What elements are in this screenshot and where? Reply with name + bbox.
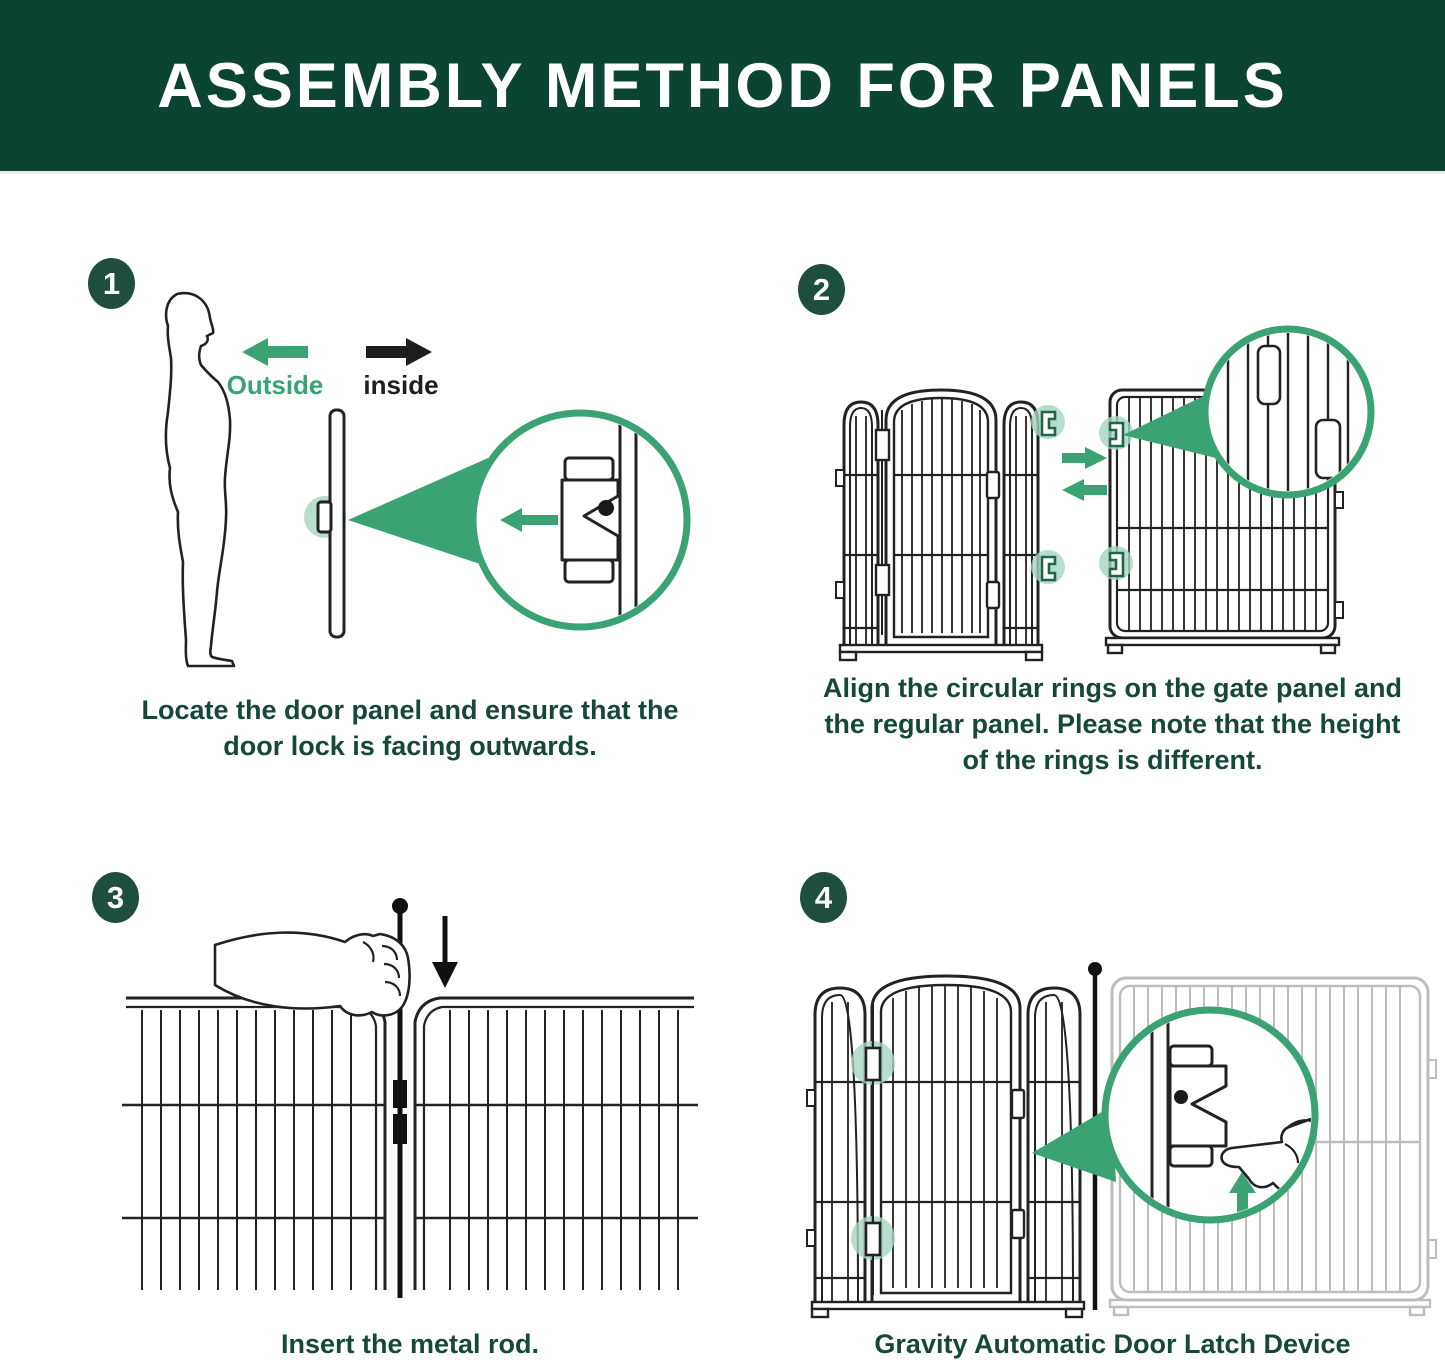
step-3-section <box>60 850 760 1366</box>
person-silhouette <box>166 293 234 666</box>
step-2-number: 2 <box>812 271 831 307</box>
step-4-badge <box>800 872 847 923</box>
join-arrow-left-icon <box>1062 479 1107 501</box>
step-2-caption: Align the circular rings on the gate panel and the regular panel. Please note that the height of the rings is different. <box>822 673 1403 775</box>
page-title: ASSEMBLY METHOD FOR PANELS <box>157 50 1288 121</box>
inside-label: inside <box>363 370 439 400</box>
step-4-illustration <box>780 850 1445 1366</box>
step-1-caption: Locate the door panel and ensure that the door lock is facing outwards. <box>141 695 679 761</box>
inside-arrow-icon <box>366 338 432 366</box>
gate-hinge-top <box>876 430 889 460</box>
ring-detail-high <box>1258 346 1280 404</box>
gate-panel <box>807 976 1084 1317</box>
step-4-caption: Gravity Automatic Door Latch Device <box>874 1329 1351 1359</box>
step-2-badge <box>798 264 845 315</box>
outside-arrow-icon <box>242 338 308 366</box>
join-arrow-right-icon <box>1062 447 1107 469</box>
step-1-section <box>60 230 760 800</box>
gate-hinge-top <box>866 1048 880 1080</box>
fence-panel-right <box>415 998 698 1290</box>
gate-hinge-bottom <box>866 1223 880 1255</box>
step-4-number: 4 <box>814 879 833 915</box>
outside-label: Outside <box>226 370 324 400</box>
step-3-caption: Insert the metal rod. <box>280 1329 540 1359</box>
gate-panel <box>836 390 1065 660</box>
fence-panel-left <box>122 998 385 1290</box>
door-lock <box>318 502 331 532</box>
insert-down-arrow-icon <box>432 916 458 988</box>
step-1-number: 1 <box>102 265 121 301</box>
header-banner <box>0 0 1445 174</box>
lock-pin <box>598 500 614 516</box>
latch-pin <box>1174 1090 1188 1104</box>
step-2-section <box>780 230 1445 800</box>
step-1-badge <box>88 258 135 309</box>
hand-gripping-rod <box>215 933 410 1016</box>
step-4-section <box>780 850 1445 1366</box>
ring-detail-low <box>1316 420 1340 478</box>
gate-hinge-bottom <box>876 565 889 595</box>
step-3-badge <box>92 872 139 923</box>
step-3-illustration <box>60 850 760 1366</box>
step-3-number: 3 <box>106 879 125 915</box>
